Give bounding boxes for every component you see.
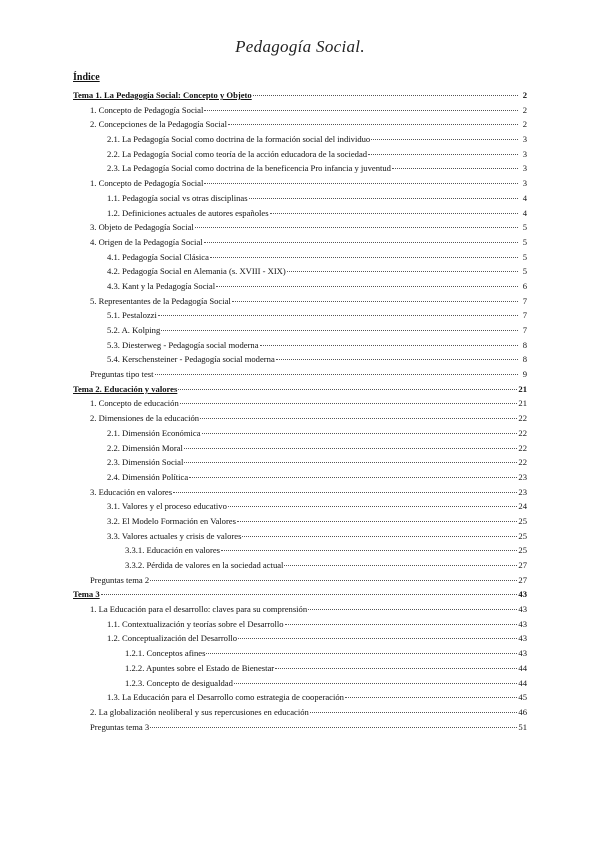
toc-page-number: 51 bbox=[518, 721, 527, 732]
toc-page-number: 7 bbox=[522, 310, 527, 321]
toc-page-number: 43 bbox=[518, 589, 527, 600]
toc-chapter-entry[interactable] bbox=[73, 88, 527, 103]
toc-entry[interactable] bbox=[73, 191, 527, 206]
toc-entry-label: 3. Educación en valores bbox=[90, 486, 173, 497]
toc-dot-leader bbox=[310, 712, 518, 713]
toc-entry-label: 1. Concepto de Pedagogía Social bbox=[90, 104, 204, 115]
toc-page-number: 5 bbox=[522, 222, 527, 233]
toc-entry[interactable] bbox=[73, 690, 527, 705]
toc-entry[interactable] bbox=[73, 602, 527, 617]
toc-chapter-entry[interactable] bbox=[73, 587, 527, 602]
toc-entry[interactable] bbox=[73, 573, 527, 588]
toc-entry-label: 3.3.1. Educación en valores bbox=[125, 545, 220, 556]
toc-entry-label: 2.2. Dimensión Moral bbox=[107, 442, 183, 453]
toc-dot-leader bbox=[195, 227, 518, 228]
toc-page-number: 8 bbox=[522, 354, 527, 365]
toc-entry[interactable] bbox=[73, 441, 527, 456]
toc-entry-label: 1.1. Pedagogía social vs otras disciplinas bbox=[107, 192, 248, 203]
toc-entry[interactable] bbox=[73, 338, 527, 353]
toc-dot-leader bbox=[155, 374, 519, 375]
toc-page-number: 22 bbox=[518, 442, 527, 453]
toc-dot-leader bbox=[161, 330, 518, 331]
toc-entry-label: 4.3. Kant y la Pedagogía Social bbox=[107, 280, 216, 291]
toc-dot-leader bbox=[150, 580, 517, 581]
toc-entry[interactable] bbox=[73, 543, 527, 558]
toc-dot-leader bbox=[173, 492, 517, 493]
toc-entry-label: 2.3. Dimensión Social bbox=[107, 457, 184, 468]
toc-entry-label: 1. Concepto de educación bbox=[90, 398, 179, 409]
toc-page-number: 22 bbox=[518, 457, 527, 468]
toc-entry-label: 2.3. La Pedagogía Social como doctrina de la beneficencia Pro infancia y juventud bbox=[107, 163, 391, 174]
toc-entry[interactable] bbox=[73, 514, 527, 529]
toc-dot-leader bbox=[232, 301, 518, 302]
toc-entry[interactable] bbox=[73, 147, 527, 162]
toc-dot-leader bbox=[287, 271, 518, 272]
toc-entry[interactable] bbox=[73, 264, 527, 279]
toc-entry[interactable] bbox=[73, 558, 527, 573]
toc-page-number: 3 bbox=[522, 163, 527, 174]
toc-entry[interactable] bbox=[73, 676, 527, 691]
toc-entry-label: 2.1. La Pedagogía Social como doctrina de la formación social del individuo bbox=[107, 134, 371, 145]
toc-page-number: 27 bbox=[518, 574, 527, 585]
toc-page-number: 2 bbox=[522, 90, 527, 100]
toc-dot-leader bbox=[216, 286, 518, 287]
toc-entry[interactable] bbox=[73, 529, 527, 544]
toc-entry[interactable] bbox=[73, 220, 527, 235]
toc-entry-label: 1.2.2. Apuntes sobre el Estado de Bienestar bbox=[125, 662, 275, 673]
toc-entry[interactable] bbox=[73, 235, 527, 250]
toc-entry-label: 3.1. Valores y el proceso educativo bbox=[107, 501, 227, 512]
toc-entry[interactable] bbox=[73, 485, 527, 500]
toc-page-number: 5 bbox=[522, 236, 527, 247]
toc-dot-leader bbox=[234, 683, 518, 684]
toc-entry[interactable] bbox=[73, 367, 527, 382]
toc-entry[interactable] bbox=[73, 455, 527, 470]
toc-dot-leader bbox=[228, 124, 518, 125]
toc-entry-label: 1. La Educación para el desarrollo: claves para su comprensión bbox=[90, 604, 308, 615]
toc-dot-leader bbox=[253, 95, 518, 96]
toc-page-number: 3 bbox=[522, 178, 527, 189]
toc-entry[interactable] bbox=[73, 720, 527, 735]
toc-page-number: 6 bbox=[522, 280, 527, 291]
toc-dot-leader bbox=[150, 727, 517, 728]
index-heading: Índice bbox=[73, 72, 100, 83]
toc-dot-leader bbox=[371, 139, 518, 140]
toc-dot-leader bbox=[221, 550, 517, 551]
toc-dot-leader bbox=[200, 418, 517, 419]
toc-entry-label: 3.2. El Modelo Formación en Valores bbox=[107, 515, 236, 526]
toc-page-number: 43 bbox=[518, 648, 527, 659]
toc-page-number: 46 bbox=[518, 706, 527, 717]
toc-dot-leader bbox=[368, 154, 518, 155]
toc-dot-leader bbox=[285, 624, 518, 625]
toc-dot-leader bbox=[345, 697, 517, 698]
toc-dot-leader bbox=[180, 403, 518, 404]
table-of-contents bbox=[73, 88, 527, 734]
toc-page-number: 23 bbox=[518, 471, 527, 482]
toc-entry[interactable] bbox=[73, 411, 527, 426]
toc-page-number: 8 bbox=[522, 339, 527, 350]
toc-entry[interactable] bbox=[73, 206, 527, 221]
toc-dot-leader bbox=[228, 506, 518, 507]
toc-entry-label: 3.3.2. Pérdida de valores en la sociedad actual bbox=[125, 560, 284, 570]
toc-dot-leader bbox=[184, 448, 518, 449]
toc-entry-label: Preguntas tema 3 bbox=[90, 721, 150, 732]
toc-entry[interactable] bbox=[73, 705, 527, 720]
toc-entry-label: 4.1. Pedagogía Social Clásica bbox=[107, 251, 209, 262]
toc-entry[interactable] bbox=[73, 631, 527, 646]
toc-dot-leader bbox=[392, 168, 518, 169]
toc-dot-leader bbox=[237, 521, 517, 522]
toc-entry-label: 5.3. Diesterweg - Pedagogía social moderna bbox=[107, 339, 259, 350]
toc-entry[interactable] bbox=[73, 176, 527, 191]
toc-dot-leader bbox=[284, 565, 517, 566]
toc-entry[interactable] bbox=[73, 426, 527, 441]
toc-dot-leader bbox=[308, 609, 517, 610]
toc-entry-label: 3.3. Valores actuales y crisis de valores bbox=[107, 530, 242, 541]
toc-entry[interactable] bbox=[73, 117, 527, 132]
toc-entry-label: 5.4. Kerschensteiner - Pedagogía social moderna bbox=[107, 354, 275, 365]
toc-page-number: 4 bbox=[522, 192, 527, 203]
toc-entry[interactable] bbox=[73, 617, 527, 632]
toc-page-number: 45 bbox=[518, 692, 527, 703]
toc-entry[interactable] bbox=[73, 352, 527, 367]
toc-page-number: 43 bbox=[518, 633, 527, 644]
toc-dot-leader bbox=[242, 536, 517, 537]
toc-entry[interactable] bbox=[73, 396, 527, 411]
toc-entry[interactable] bbox=[73, 308, 527, 323]
toc-page-number: 7 bbox=[522, 325, 527, 335]
toc-entry-label: Tema 3 bbox=[73, 589, 100, 600]
toc-chapter-entry[interactable] bbox=[73, 382, 527, 397]
toc-dot-leader bbox=[202, 433, 518, 434]
toc-entry-label: 1.1. Contextualización y teorías sobre el Desarrollo bbox=[107, 618, 284, 629]
toc-page-number: 3 bbox=[522, 134, 527, 145]
toc-dot-leader bbox=[249, 198, 518, 199]
toc-entry-label: 5.2. A. Kolping bbox=[107, 325, 161, 335]
toc-dot-leader bbox=[276, 359, 518, 360]
toc-entry[interactable] bbox=[73, 323, 527, 338]
toc-page-number: 23 bbox=[518, 486, 527, 497]
toc-page-number: 43 bbox=[518, 604, 527, 615]
toc-dot-leader bbox=[204, 110, 518, 111]
toc-entry-label: Tema 2. Educación y valores bbox=[73, 383, 178, 394]
toc-page-number: 3 bbox=[522, 148, 527, 159]
toc-page-number: 5 bbox=[522, 266, 527, 277]
toc-dot-leader bbox=[178, 389, 517, 390]
toc-page-number: 7 bbox=[522, 295, 527, 306]
toc-entry-label: 2.2. La Pedagogía Social como teoría de la acción educadora de la sociedad bbox=[107, 148, 368, 159]
toc-entry-label: 1.2. Definiciones actuales de autores españoles bbox=[107, 207, 269, 218]
toc-page-number: 4 bbox=[522, 207, 527, 218]
toc-entry-label: 2. Dimensiones de la educación bbox=[90, 413, 200, 424]
toc-dot-leader bbox=[260, 345, 518, 346]
toc-entry[interactable] bbox=[73, 661, 527, 676]
toc-page-number: 27 bbox=[518, 560, 527, 570]
toc-entry-label: 2. Concepciones de la Pedagogía Social bbox=[90, 119, 227, 130]
toc-page-number: 25 bbox=[518, 530, 527, 541]
toc-page-number: 21 bbox=[518, 383, 527, 394]
toc-page-number: 21 bbox=[518, 398, 527, 409]
toc-entry-label: 2.1. Dimensión Económica bbox=[107, 427, 201, 438]
toc-entry[interactable] bbox=[73, 161, 527, 176]
toc-entry-label: 1.2.1. Conceptos afines bbox=[125, 648, 206, 659]
toc-entry[interactable] bbox=[73, 294, 527, 309]
toc-entry-label: 1.2.3. Concepto de desigualdad bbox=[125, 677, 233, 688]
toc-entry-label: 1.3. La Educación para el Desarrollo como estrategia de cooperación bbox=[107, 692, 344, 703]
toc-dot-leader bbox=[206, 653, 517, 654]
toc-entry-label: Preguntas tema 2 bbox=[90, 574, 150, 585]
toc-dot-leader bbox=[275, 668, 517, 669]
toc-dot-leader bbox=[204, 242, 518, 243]
toc-dot-leader bbox=[101, 594, 518, 595]
toc-entry-label: 3. Objeto de Pedagogía Social bbox=[90, 222, 194, 233]
toc-entry-label: Tema 1. La Pedagogía Social: Concepto y Objeto bbox=[73, 90, 252, 100]
toc-dot-leader bbox=[270, 213, 518, 214]
toc-entry-label: 1. Concepto de Pedagogía Social bbox=[90, 178, 204, 189]
toc-dot-leader bbox=[210, 257, 518, 258]
document-title: Pedagogía Social. bbox=[235, 37, 365, 56]
toc-entry[interactable] bbox=[73, 103, 527, 118]
toc-page-number: 25 bbox=[518, 515, 527, 526]
toc-page-number: 43 bbox=[518, 618, 527, 629]
toc-page-number: 22 bbox=[518, 427, 527, 438]
toc-page-number: 5 bbox=[522, 251, 527, 262]
toc-entry[interactable] bbox=[73, 279, 527, 294]
toc-dot-leader bbox=[238, 638, 517, 639]
toc-entry-label: 1.2. Conceptualización del Desarrollo bbox=[107, 633, 238, 644]
toc-entry-label: 5.1. Pestalozzi bbox=[107, 310, 157, 321]
toc-page-number: 2 bbox=[522, 104, 527, 115]
toc-entry[interactable] bbox=[73, 250, 527, 265]
toc-entry[interactable] bbox=[73, 499, 527, 514]
toc-entry-label: 4. Origen de la Pedagogía Social bbox=[90, 236, 203, 247]
toc-page-number: 24 bbox=[518, 501, 527, 512]
toc-page-number: 25 bbox=[518, 545, 527, 556]
toc-entry-label: 5. Representantes de la Pedagogía Social bbox=[90, 295, 231, 306]
toc-entry-label: 2.4. Dimensión Política bbox=[107, 471, 189, 482]
toc-dot-leader bbox=[204, 183, 518, 184]
toc-page-number: 22 bbox=[518, 413, 527, 424]
toc-entry-label: Preguntas tipo test bbox=[90, 369, 154, 380]
toc-page-number: 44 bbox=[518, 662, 527, 673]
toc-page-number: 44 bbox=[518, 677, 527, 688]
toc-page-number: 2 bbox=[522, 119, 527, 130]
toc-dot-leader bbox=[189, 477, 517, 478]
toc-entry[interactable] bbox=[73, 470, 527, 485]
toc-entry-label: 4.2. Pedagogía Social en Alemania (s. XVIII - XIX) bbox=[107, 266, 286, 277]
toc-entry[interactable] bbox=[73, 132, 527, 147]
toc-entry[interactable] bbox=[73, 646, 527, 661]
toc-page-number: 9 bbox=[522, 369, 527, 380]
toc-dot-leader bbox=[158, 315, 518, 316]
toc-entry-label: 2. La globalización neoliberal y sus repercusiones en educación bbox=[90, 706, 309, 717]
toc-dot-leader bbox=[184, 462, 517, 463]
